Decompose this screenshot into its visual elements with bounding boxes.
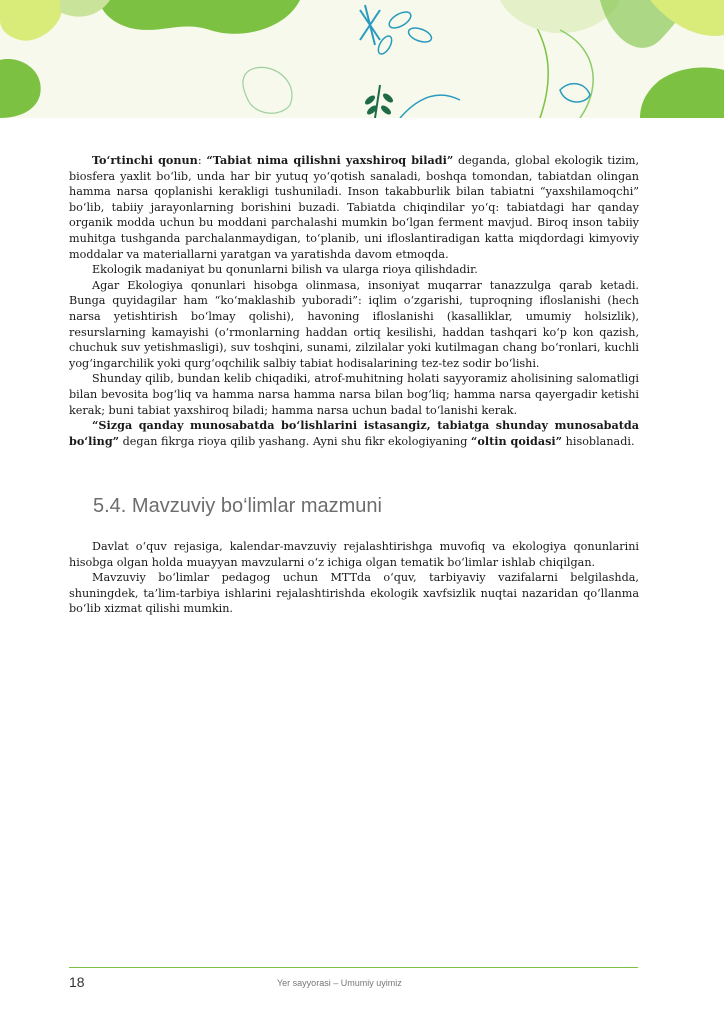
section-paragraph: Mavzuviy bo‘limlar pedagog uchun MTTda o‘quv, tarbiyaviy vazifalarni belgilashda, shuningdek, ta’lim-tarbiya ishlarini rejalashtirishda ekologik xavfsizlik nuqtai nazaridan qo‘llanma bo‘lib xizmat qilishi mumkin. [69, 571, 639, 616]
paragraph-ecological-culture: Ekologik madaniyat bu qonunlarni bilish va ularga rioya qilishdadir. [92, 263, 478, 277]
section-heading: 5.4. Mavzuviy bo‘limlar mazmuni [93, 495, 382, 517]
section-body-text [69, 539, 639, 617]
footer-title: Yer sayyorasi – Umumiy uyimiz [277, 978, 402, 988]
paragraph-fourth-law: To‘rtinchi qonun: “Tabiat nima qilishni yaxshiroq biladi” deganda, global ekologik tizim, biosfera yaxlit bo‘lib, unda har bir yutuq yo‘qotish sanaladi, boshqa tomondan, tabiatdan olingan hamma narsa qoplanishi kerakligi tushuniladi. Inson takabburlik bilan tabiatni “yaxshilamoqchi” bo‘lib, tabiiy jarayonlarning borishini buzadi. Tabiatda chiqindilar yo‘q: tabiatdagi har qanday organik modda uchun bu moddani parchalashi mumkin bo‘lgan ferment mavjud. Biroq inson tabiiy muhitga tushganda parchalanmaydigan, to‘planib, uni ifloslantiradigan katta miqdordagi kimyoviy moddalar va materiallarni yaratgan va yaratishda davom etmoqda. [69, 153, 640, 261]
body-text [69, 153, 639, 449]
leaves-illustration [0, 0, 724, 118]
section-paragraph: Davlat o‘quv rejasiga, kalendar-mavzuviy rejalashtirishga muvofiq va ekologiya qonunlarini hisobga olgan holda muayyan mavzularni o‘z ichiga olgan tematik bo‘limlar ishlab chiqilgan. [69, 540, 639, 569]
decorative-banner [0, 0, 724, 118]
paragraph-conclusion: Shunday qilib, bundan kelib chiqadiki, atrof-muhitning holati sayyoramiz aholisining salomatligi bilan bevosita bog‘liq va hamma narsa hamma narsa bilan bog‘liq; hamma narsa qayergadir ketishi kerak; buni tabiat yaxshiroq biladi; hamma narsa uchun badal to‘lanishi kerak. [69, 372, 639, 417]
footer-divider [69, 967, 638, 968]
paragraph-golden-rule: “Sizga qanday munosabatda bo‘lishlarini istasangiz, tabiatga shunday munosabatda bo‘ling” degan fikrga rioya qilib yashang. Ayni shu fikr ekologiyaning “oltin qoidasi” hisoblanadi. [69, 418, 639, 448]
paragraph-ecology-laws: Agar Ekologiya qonunlari hisobga olinmasa, insoniyat muqarrar tanazzulga qarab ketadi. Bunga quyidagilar ham “ko‘maklashib yuboradi”: iqlim o‘zgarishi, tuproqning ifloslanishi (hech narsa yetishtirish bo‘lmay qolishi), havoning ifloslanishi (kasalliklar, umumiy holsizlik), resurslarning kamayishi (o‘rmonlarning haddan ortiq kesilishi, haddan tashqari ko‘p kon qazish, chuchuk suv yetishmasligi), suv toshqini, sunami, zilzilalar yoki kutilmagan chang bo‘ronlari, kuchli yog‘ingarchilik yoki qurg‘oqchilik salbiy tabiat hodisalarining tez-tez sodir bo‘lishi. [69, 278, 639, 370]
page-number: 18 [69, 974, 85, 990]
